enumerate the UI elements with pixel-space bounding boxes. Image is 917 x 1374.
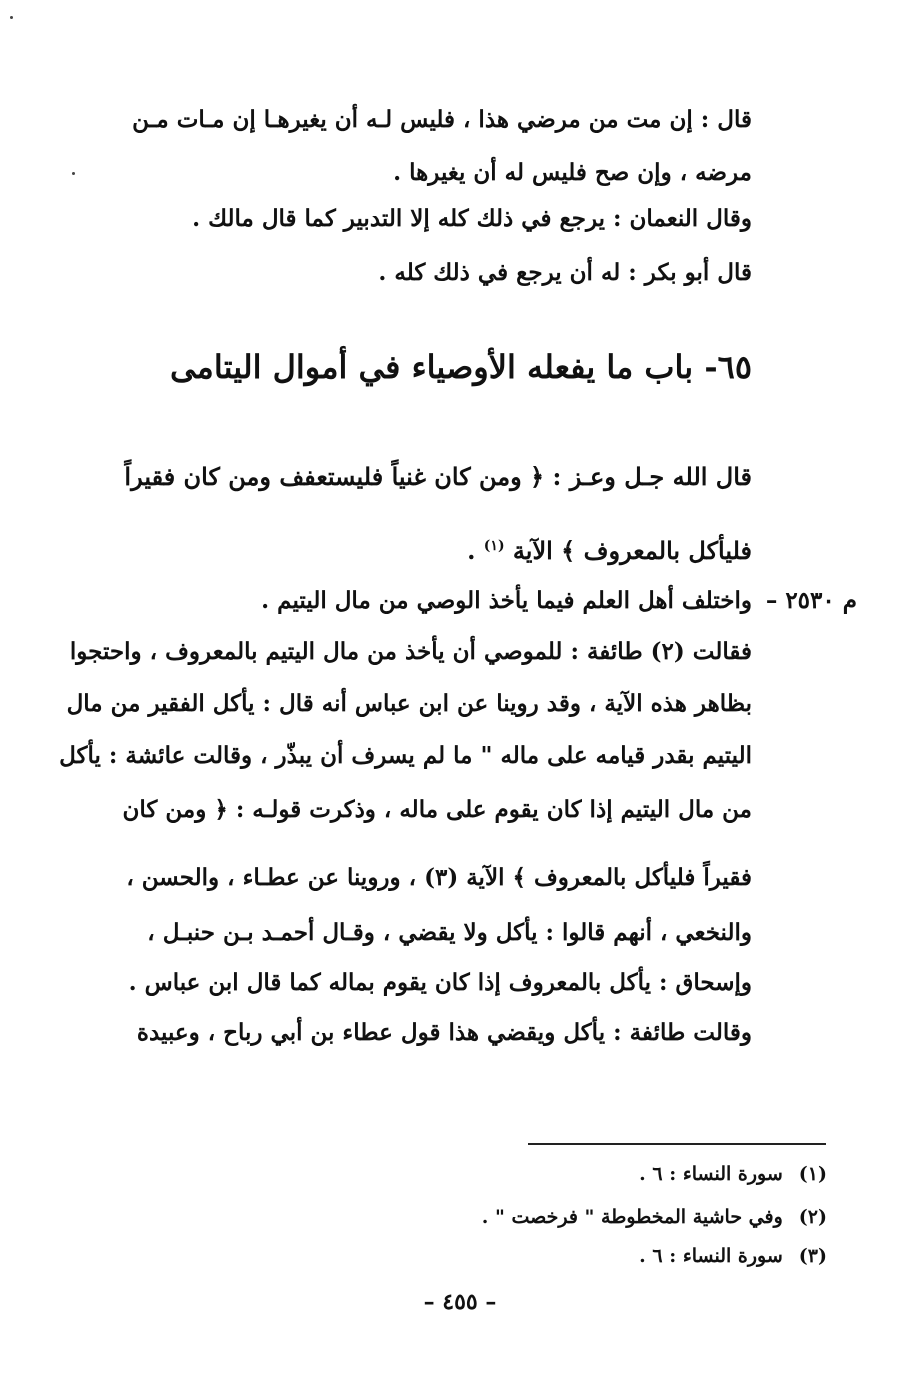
text-line-2: مرضه ، وإن صح فليس له أن يغيرها .: [393, 159, 752, 186]
footnote-number: (١): [798, 1163, 827, 1185]
footnote-text: سورة النساء : ٦ .: [639, 1163, 783, 1185]
footnote-1: [639, 1161, 827, 1187]
para-line-2: فقالت (٢) طائفة : للموصي أن يأخذ من مال اليتيم بالمعروف ، واحتجوا: [69, 638, 752, 665]
para-line-7: والنخعي ، أنهم قالوا : يأكل ولا يقضي ، وقـال أحمـد بـن حنبـل ،: [147, 919, 752, 946]
footnote-number: (٢): [798, 1206, 827, 1228]
footnote-separator: [528, 1143, 826, 1145]
text-line-4: قال أبو بكر : له أن يرجع في ذلك كله .: [378, 259, 752, 286]
verse-text: فليأكل بالمعروف ﴾ الآية: [512, 536, 752, 565]
footnote-2: [482, 1204, 827, 1230]
text-line-1: قال : إن مت من مرضي هذا ، فليس لـه أن يغيرهـا إن مـات مـن: [132, 106, 752, 133]
paragraph-number: م ٢٥٣٠ –: [765, 587, 857, 614]
page-number: – ٤٥٥ –: [423, 1289, 497, 1315]
para-line-1: واختلف أهل العلم فيما يأخذ الوصي من مال اليتيم .: [261, 587, 752, 614]
para-line-8: وإسحاق : يأكل بالمعروف إذا كان يقوم بماله كما قال ابن عباس .: [128, 969, 752, 996]
para-line-5: من مال اليتيم إذا كان يقوم على ماله ، وذكرت قولـه : ﴿ ومن كان: [122, 796, 752, 823]
scan-speck: [10, 16, 13, 19]
para-line-9: وقالت طائفة : يأكل ويقضي هذا قول عطاء بن أبي رباح ، وعبيدة: [136, 1019, 752, 1046]
footnote-text: وفي حاشية المخطوطة " فرخصت " .: [481, 1206, 783, 1228]
para-line-6: فقيراً فليأكل بالمعروف ﴾ الآية (٣) ، وروينا عن عطـاء ، والحسن ،: [126, 864, 752, 891]
scan-speck: [72, 172, 75, 175]
period-mark: .: [467, 536, 476, 565]
verse-line-2: [467, 531, 752, 566]
text-line-3: وقال النعمان : يرجع في ذلك كله إلا التدبير كما قال مالك .: [192, 205, 752, 232]
footnote-text: سورة النساء : ٦ .: [639, 1245, 783, 1267]
footnote-ref-1: (١): [483, 538, 505, 554]
footnote-3: [639, 1243, 827, 1269]
footnote-number: (٣): [798, 1245, 827, 1267]
para-line-4: اليتيم بقدر قيامه على ماله " ما لم يسرف أن يبذّر ، وقالت عائشة : يأكل: [59, 742, 752, 769]
para-line-3: بظاهر هذه الآية ، وقد روينا عن ابن عباس أنه قال : يأكل الفقير من مال: [66, 690, 752, 717]
chapter-heading: ٦٥- باب ما يفعله الأوصياء في أموال اليتامى: [170, 348, 752, 386]
verse-line-1: قال الله جـل وعـز : ﴿ ومن كان غنياً فليستعفف ومن كان فقيراً: [124, 462, 752, 491]
